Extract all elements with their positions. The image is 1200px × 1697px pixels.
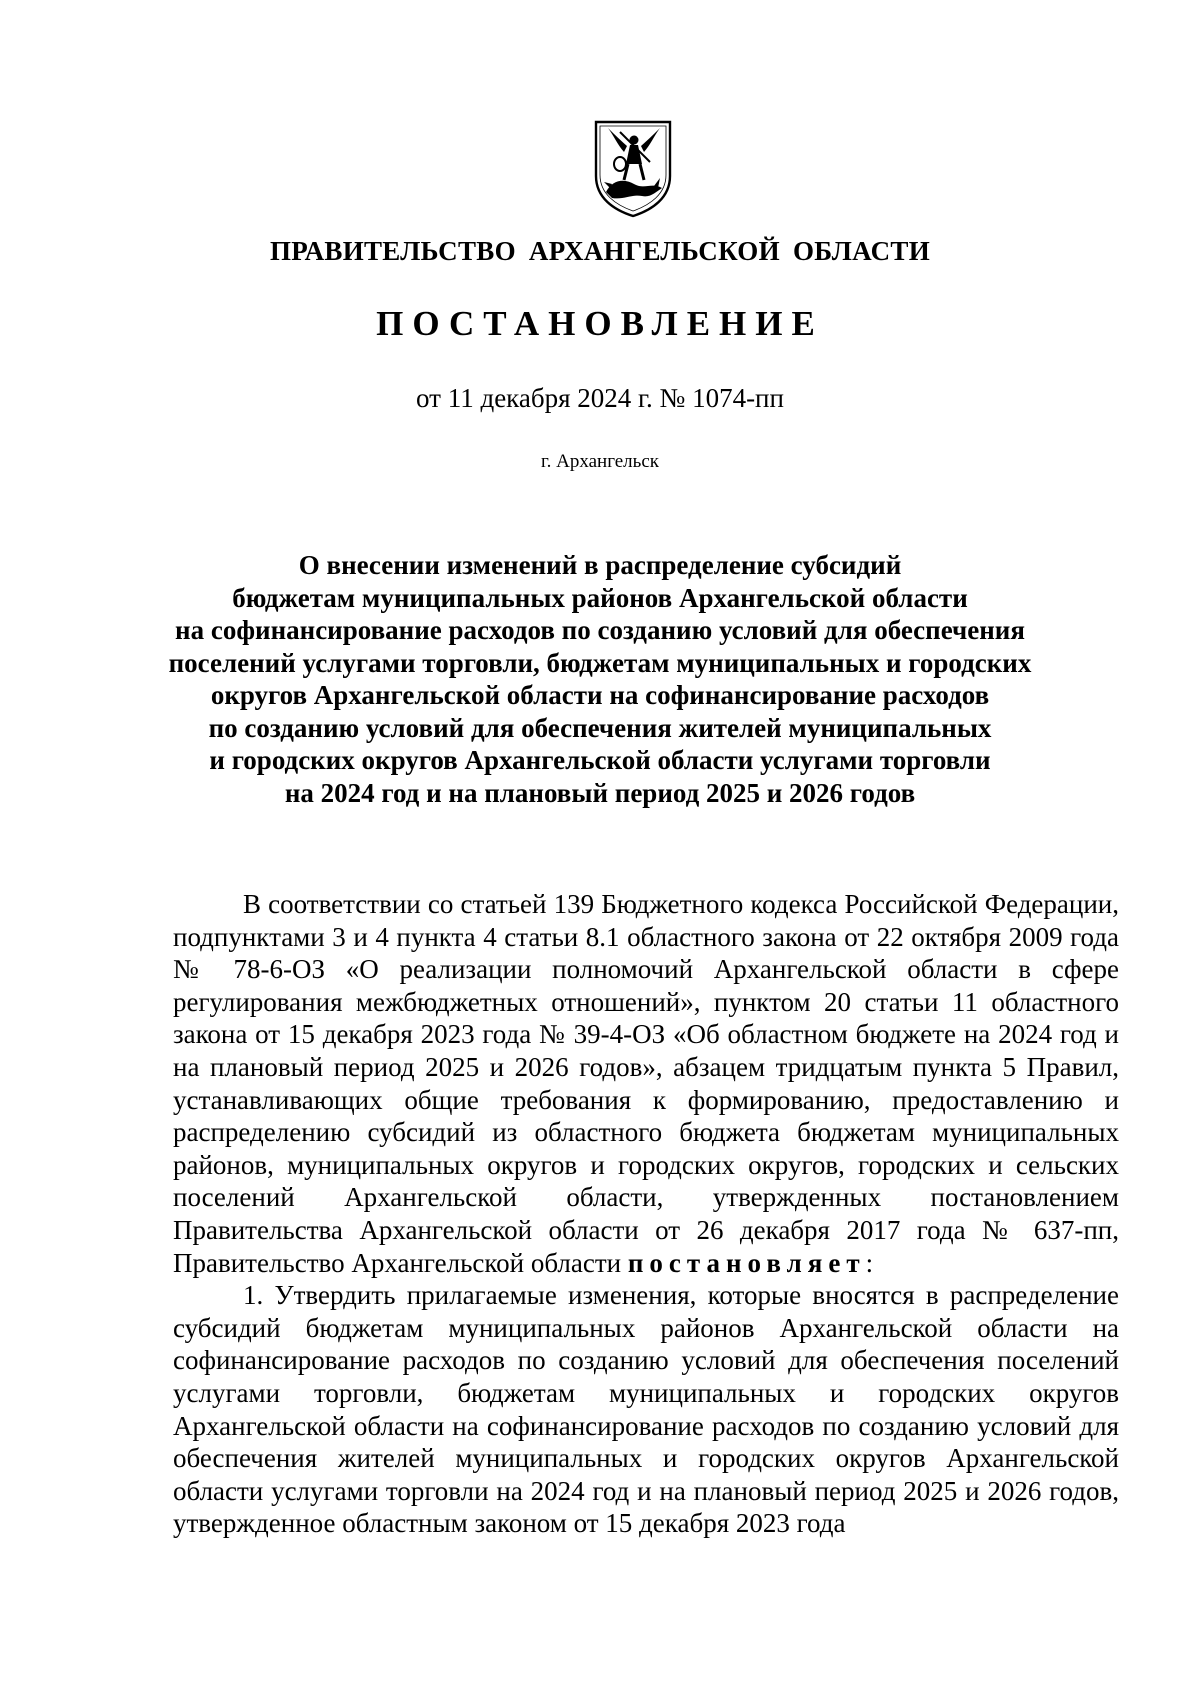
preamble-text: В соответствии со статьей 139 Бюджетного кодекса Российской Федерации, подпунктами 3 и 4 пункта 4 статьи 8.1 областного закона от 22 октября 2009 года № 78-6-ОЗ «О реализации полномочий Архангельской области в сфере регулирования межбюджетных отношений», пунктом 20 статьи 11 областного закона от 15 декабря 2023 года № 39-4-ОЗ «Об областном бюджете на 2024 год и на плановый период 2025 и 2026 годов», абзацем тридцатым пункта 5 Правил, устанавливающих общие требования к формированию, предоставлению и распределению субсидий из областного бюджета бюджетам муниципальных районов, муниципальных округов и городских округов, городских и сельских поселений Архангельской области, утвержденных постановлением Правительства Архангельской области от 26 декабря 2017 года № 637-пп, Правительство Архангельской области: [173, 889, 1119, 1278]
resolves-word: постановляет: [627, 1247, 866, 1278]
document-date-number: от 11 декабря 2024 г. № 1074-пп: [416, 383, 784, 413]
subject-line: поселений услугами торговли, бюджетам муниципальных и городских: [168, 647, 1032, 678]
subject-line: и городских округов Архангельской области услугами торговли: [209, 745, 991, 775]
document-type: ПОСТАНОВЛЕНИЕ: [376, 304, 824, 343]
subject-line: бюджетам муниципальных районов Архангельской области: [232, 582, 968, 613]
preamble-paragraph: [173, 888, 1119, 1279]
subject-line: на софинансирование расходов по созданию условий для обеспечения: [175, 615, 1025, 645]
clause-1-paragraph: 1. Утвердить прилагаемые изменения, которые вносятся в распределение субсидий бюджетам муниципальных районов Архангельской области на софинансирование расходов по созданию условий для обеспечения поселений услугами торговли, бюджетам муниципальных и городских округов Архангельской области на софинансирование расходов по созданию условий для обеспечения жителей муниципальных и городских округов Архангельской области услугами торговли на 2024 год и на плановый период 2025 и 2026 годов, утвержденное областным законом от 15 декабря 2023 года: [173, 1280, 1119, 1539]
document-city: г. Архангельск: [540, 451, 659, 472]
subject-line: по созданию условий для обеспечения жителей муниципальных: [208, 712, 992, 743]
government-name: ПРАВИТЕЛЬСТВО АРХАНГЕЛЬСКОЙ ОБЛАСТИ: [269, 236, 931, 266]
resolves-colon: :: [865, 1247, 874, 1278]
document-subject: [0, 549, 1200, 809]
coat-of-arms-icon: [590, 118, 676, 218]
subject-line: округов Архангельской области на софинансирование расходов: [210, 680, 990, 710]
document-body: [173, 888, 1119, 1540]
subject-line: О внесении изменений в распределение субсидий: [298, 550, 902, 580]
subject-line: на 2024 год и на плановый период 2025 и 2026 годов: [284, 777, 916, 808]
